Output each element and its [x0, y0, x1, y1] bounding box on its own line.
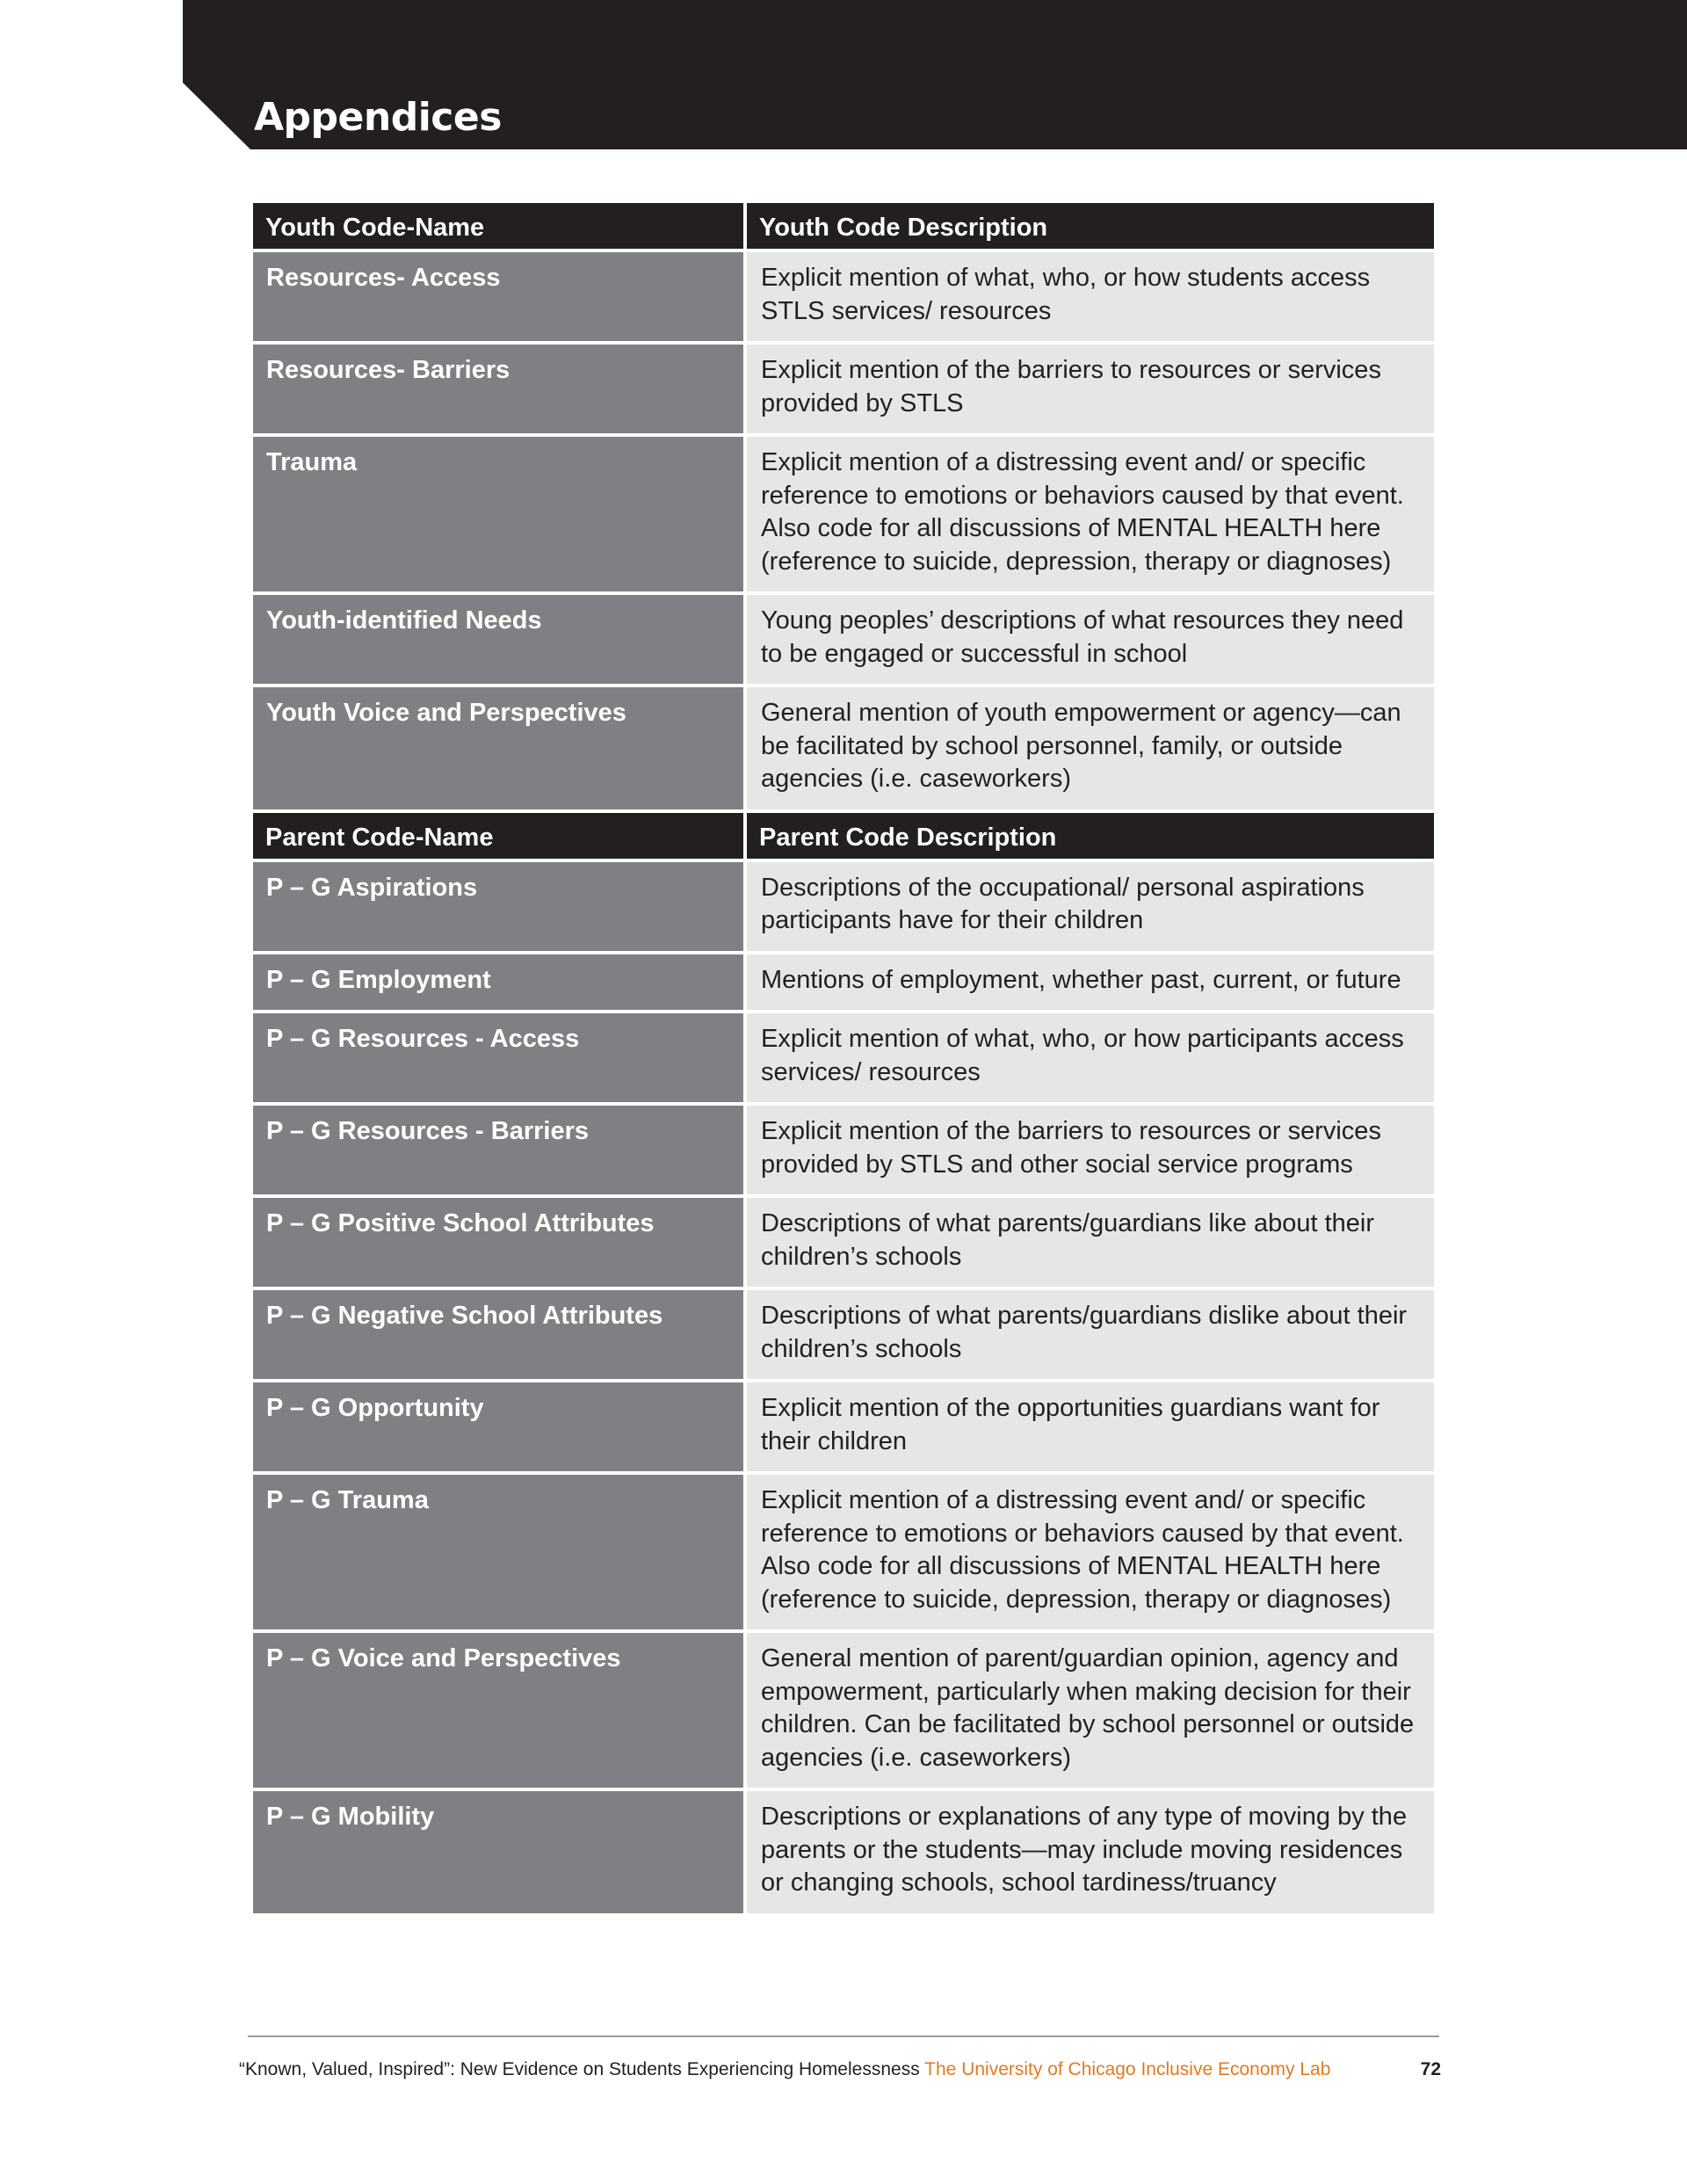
table-row: [253, 1633, 1434, 1788]
code-description: Descriptions of what parents/guardians dislike about their children’s schools: [747, 1290, 1434, 1379]
code-name: P – G Positive School Attributes: [253, 1198, 743, 1287]
parent-col-desc-header: Parent Code Description: [747, 813, 1434, 859]
table-row: [253, 1382, 1434, 1471]
table-row: [253, 1791, 1434, 1913]
table-row: [253, 1198, 1434, 1287]
youth-col-name-header: Youth Code-Name: [253, 203, 743, 249]
code-description: Descriptions of what parents/guardians like about their children’s schools: [747, 1198, 1434, 1287]
code-name: P – G Aspirations: [253, 862, 743, 951]
code-name: P – G Voice and Perspectives: [253, 1633, 743, 1788]
table-row: [253, 687, 1434, 809]
parent-header-row: [253, 813, 1434, 859]
footer-divider: [248, 2035, 1439, 2037]
table-row: [253, 1290, 1434, 1379]
code-description: General mention of youth empowerment or agency—can be facilitated by school personnel, family, or outside agencies (i.e. caseworkers): [747, 687, 1434, 809]
footer-lab-name: The University of Chicago Inclusive Economy Lab: [924, 2059, 1331, 2079]
code-description: Explicit mention of what, who, or how participants access services/ resources: [747, 1013, 1434, 1102]
table-row: [253, 1106, 1434, 1194]
code-description: Explicit mention of the barriers to resources or services provided by STLS: [747, 345, 1434, 433]
code-name: Resources- Access: [253, 252, 743, 341]
youth-header-row: [253, 203, 1434, 249]
codes-table: [250, 200, 1437, 1917]
code-name: P – G Mobility: [253, 1791, 743, 1913]
table-row: [253, 595, 1434, 684]
code-name: Trauma: [253, 437, 743, 591]
code-description: Explicit mention of a distressing event and/ or specific reference to emotions or behaviors caused by that event. Also code for all discussions of MENTAL HEALTH here (reference to suicide, depression, therapy or diagnoses): [747, 1475, 1434, 1629]
table-row: [253, 954, 1434, 1011]
code-description: Explicit mention of a distressing event and/ or specific reference to emotions or behaviors caused by that event. Also code for all discussions of MENTAL HEALTH here (reference to suicide, depression, therapy or diagnoses): [747, 437, 1434, 591]
code-name: Youth-identified Needs: [253, 595, 743, 684]
code-description: Explicit mention of the barriers to resources or services provided by STLS and other social service programs: [747, 1106, 1434, 1194]
table-row: [253, 1013, 1434, 1102]
code-name: Resources- Barriers: [253, 345, 743, 433]
code-description: Mentions of employment, whether past, current, or future: [747, 954, 1434, 1011]
code-name: P – G Negative School Attributes: [253, 1290, 743, 1379]
parent-col-name-header: Parent Code-Name: [253, 813, 743, 859]
code-description: General mention of parent/guardian opinion, agency and empowerment, particularly when making decision for their children. Can be facilitated by school personnel or outside agencies (i.e. caseworkers): [747, 1633, 1434, 1788]
table-row: [253, 252, 1434, 341]
youth-col-desc-header: Youth Code Description: [747, 203, 1434, 249]
table-row: [253, 437, 1434, 591]
code-description: Young peoples’ descriptions of what resources they need to be engaged or successful in school: [747, 595, 1434, 684]
footer-report-title: “Known, Valued, Inspired”: New Evidence on Students Experiencing Homelessness: [239, 2059, 920, 2079]
code-name: P – G Opportunity: [253, 1382, 743, 1471]
code-name: P – G Employment: [253, 954, 743, 1011]
code-description: Descriptions or explanations of any type of moving by the parents or the students—may include moving residences or changing schools, school tardiness/truancy: [747, 1791, 1434, 1913]
code-name: P – G Resources - Barriers: [253, 1106, 743, 1194]
code-name: Youth Voice and Perspectives: [253, 687, 743, 809]
page-title: Appendices: [254, 95, 502, 140]
table-row: [253, 862, 1434, 951]
page-footer: [239, 2059, 1441, 2080]
code-description: Descriptions of the occupational/ personal aspirations participants have for their children: [747, 862, 1434, 951]
code-name: P – G Resources - Access: [253, 1013, 743, 1102]
code-description: Explicit mention of the opportunities guardians want for their children: [747, 1382, 1434, 1471]
table-row: [253, 1475, 1434, 1629]
table-row: [253, 345, 1434, 433]
code-description: Explicit mention of what, who, or how students access STLS services/ resources: [747, 252, 1434, 341]
page-number: 72: [1420, 2059, 1441, 2079]
code-name: P – G Trauma: [253, 1475, 743, 1629]
